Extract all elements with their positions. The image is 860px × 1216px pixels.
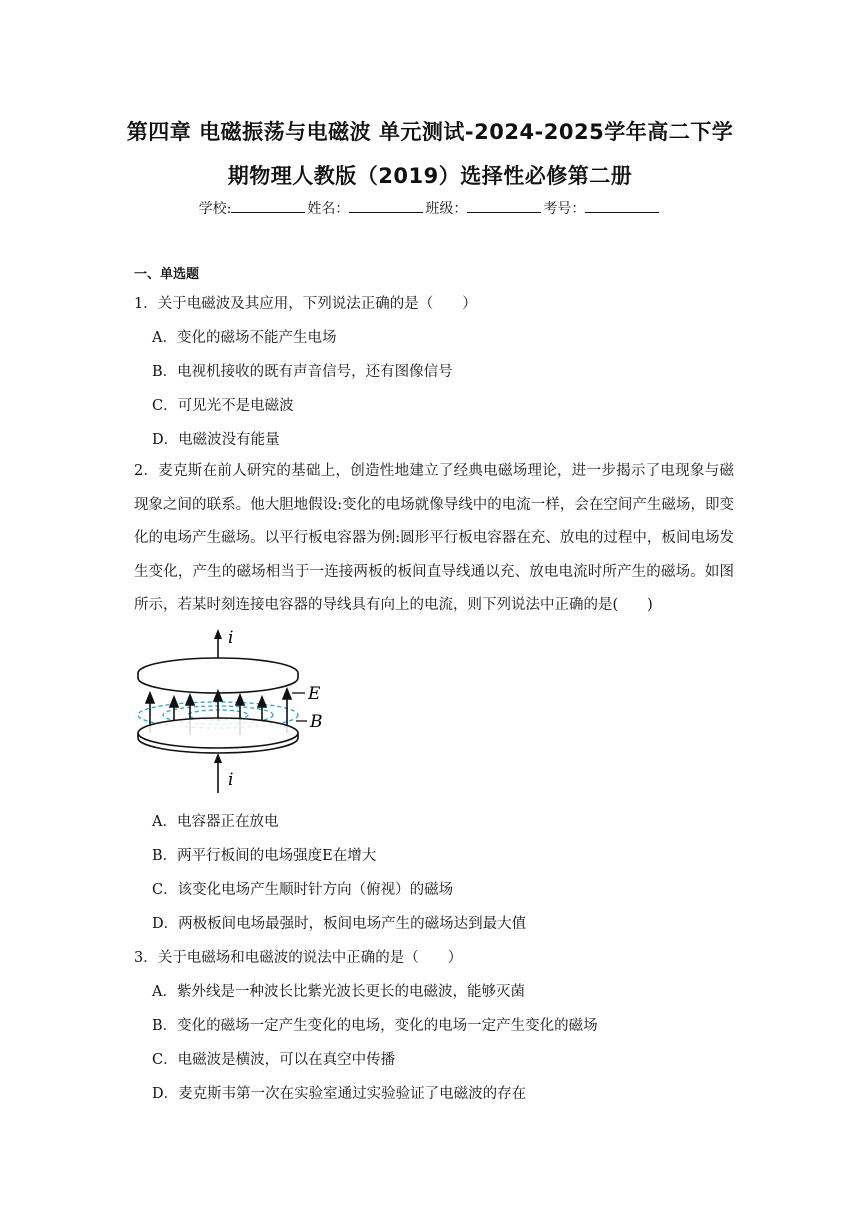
question-1-option-c: C．可见光不是电磁波 bbox=[152, 398, 294, 414]
school-blank bbox=[231, 198, 305, 213]
question-2-option-a: A．电容器正在放电 bbox=[152, 814, 279, 830]
question-1-stem: 1．关于电磁波及其应用，下列说法正确的是（ ） bbox=[134, 296, 477, 312]
section-title: 一、单选题 bbox=[134, 267, 200, 282]
class-label: 班级： bbox=[425, 201, 468, 217]
field-label-b: B bbox=[310, 712, 323, 732]
field-label-e: E bbox=[308, 684, 321, 704]
student-info-line bbox=[0, 198, 860, 218]
question-1-option-d: D．电磁波没有能量 bbox=[152, 432, 280, 448]
current-label-bottom: i bbox=[228, 770, 234, 790]
capacitor-figure bbox=[130, 625, 345, 795]
question-2-option-c: C．该变化电场产生顺时针方向（俯视）的磁场 bbox=[152, 882, 454, 898]
question-2-stem: 2．麦克斯在前人研究的基础上，创造性地建立了经典电磁场理论，进一步揭示了电现象与磁现象之间的联系。他大胆地假设:变化的电场就像导线中的电流一样，会在空间产生磁场，即变化的电场产生磁场。以平行板电容器为例:圆形平行板电容器在充、放电的过程中，板间电场发生变化，产生的磁场相当于一连接两板的板间直导线通以充、放电电流时所产生的磁场。如图所示，若某时刻连接电容器的导线具有向上的电流，则下列说法中正确的是( ) bbox=[134, 463, 734, 613]
question-2-option-d: D．两极板间电场最强时，板间电场产生的磁场达到最大值 bbox=[152, 916, 527, 932]
current-label-top: i bbox=[228, 628, 234, 648]
question-3-stem: 3．关于电磁场和电磁波的说法中正确的是（ ） bbox=[134, 950, 463, 966]
question-3-option-c: C．电磁波是横波，可以在真空中传播 bbox=[152, 1052, 396, 1068]
exam-no-blank bbox=[585, 198, 659, 213]
question-3-option-b: B．变化的磁场一定产生变化的电场，变化的电场一定产生变化的磁场 bbox=[152, 1018, 598, 1034]
question-2-option-b: B．两平行板间的电场强度E在增大 bbox=[152, 848, 377, 864]
question-3-option-a: A．紫外线是一种波长比紫光波长更长的电磁波，能够灭菌 bbox=[152, 984, 525, 1000]
question-1-option-b: B．电视机接收的既有声音信号，还有图像信号 bbox=[152, 364, 453, 380]
question-3-option-d: D．麦克斯韦第一次在实验室通过实验验证了电磁波的存在 bbox=[152, 1086, 527, 1102]
name-label: 姓名： bbox=[307, 201, 350, 217]
question-1-option-a: A．变化的磁场不能产生电场 bbox=[152, 330, 337, 346]
page-title-line1: 第四章 电磁振荡与电磁波 单元测试-2024-2025学年高二下学 bbox=[126, 120, 734, 144]
name-blank bbox=[349, 198, 423, 213]
page-title-line2: 期物理人教版（2019）选择性必修第二册 bbox=[227, 164, 633, 188]
exam-no-label: 考号： bbox=[543, 201, 586, 217]
class-blank bbox=[467, 198, 541, 213]
school-label: 学校: bbox=[198, 201, 232, 217]
